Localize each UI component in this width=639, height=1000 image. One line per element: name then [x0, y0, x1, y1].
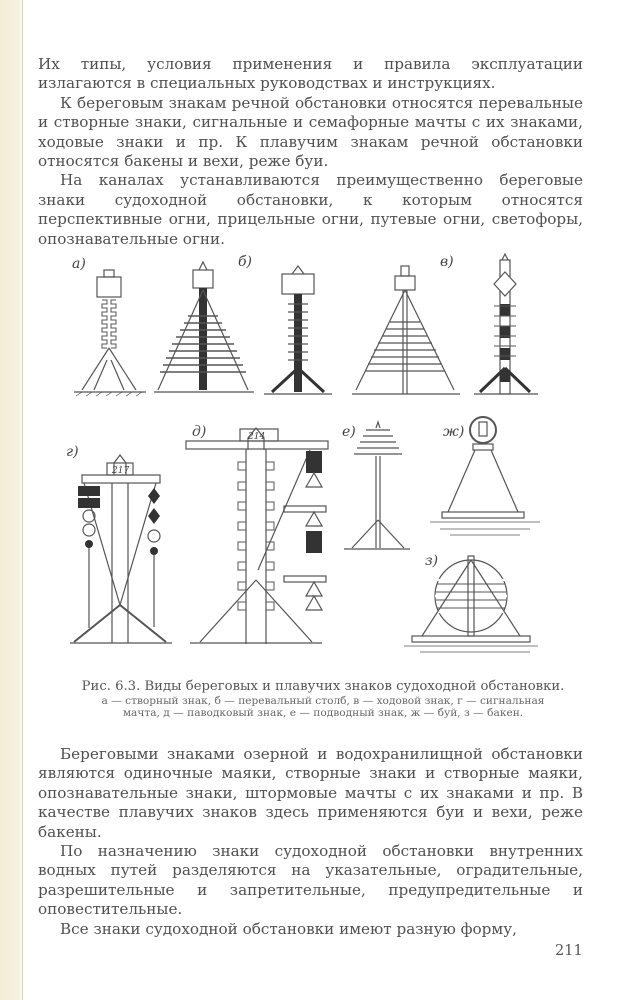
caption-legend-line-1: а — створный знак, б — перевальный столб, в — ходовой знак, г — сигнальная — [101, 695, 545, 707]
sign-b2-pole — [264, 266, 332, 394]
caption-title: Рис. 6.3. Виды береговых и плавучих знаков судоходной обстановки. — [81, 679, 565, 694]
sign-e-underwater-mark — [344, 422, 410, 549]
label-b: б) — [238, 254, 253, 270]
paragraph-1: Их типы, условия применения и правила эксплуатации излагаются в специальных руководствах и инструкциях. — [38, 55, 583, 93]
sign-d-flood-mark — [186, 428, 328, 644]
top-text-block — [38, 55, 583, 249]
bottom-text-block — [38, 745, 583, 939]
figure-caption — [78, 678, 568, 719]
sign-v2-diamond-pole — [474, 254, 538, 394]
sign-number-214: 214 — [248, 432, 266, 442]
label-v: в) — [440, 254, 454, 270]
label-e: е) — [342, 424, 356, 440]
figure-6-3 — [60, 250, 560, 660]
paragraph-2: К береговым знакам речной обстановки относятся перевальные и створные знаки, сигнальные и семафорные мачты с их знаками, ходовые знаки и пр. К плавучим знакам речной обстановки относятся бакены и вехи, реже буи. — [38, 93, 583, 171]
sign-a-leading-mark — [74, 270, 146, 396]
paragraph-5: По назначению знаки судоходной обстановки внутренних водных путей разделяются на указательные, оградительные, разрешительные и запретительные, предупредительные и оповестительные. — [38, 842, 583, 919]
label-zh: ж) — [443, 424, 465, 440]
gutter-edge — [22, 0, 23, 1000]
sign-g-signal-mast — [70, 455, 172, 643]
page-number: 211 — [555, 943, 583, 959]
paragraph-6: Все знаки судоходной обстановки имеют разную форму, — [60, 919, 517, 938]
paragraph-4: Береговыми знаками озерной и водохранилищной обстановки являются одиночные маяки, створные знаки и створные маяки, опознавательные знаки, штормовые мачты с их знаками и пр. В качестве плавучих знаков здесь применяются буи и вехи, реже бакены. — [38, 745, 583, 841]
caption-legend-line-2: мачта, д — паводковый знак, е — подводный знак, ж — буй, з — бакен. — [122, 707, 524, 719]
sign-z-channel-buoy — [404, 556, 538, 652]
sign-b-pass-pole — [154, 262, 254, 392]
label-d: д) — [192, 424, 207, 440]
book-gutter — [0, 0, 22, 1000]
label-g: г) — [66, 444, 79, 460]
paragraph-3: На каналах устанавливаются преимущественно береговые знаки судоходной обстановки, к которым относятся перспективные огни, прицельные огни, путевые огни, светофоры, опознавательные огни. — [38, 171, 583, 248]
label-z: з) — [425, 553, 439, 569]
label-a: а) — [72, 256, 86, 272]
sign-number-217: 217 — [112, 466, 130, 476]
sign-v-fairway-mark — [352, 266, 460, 394]
